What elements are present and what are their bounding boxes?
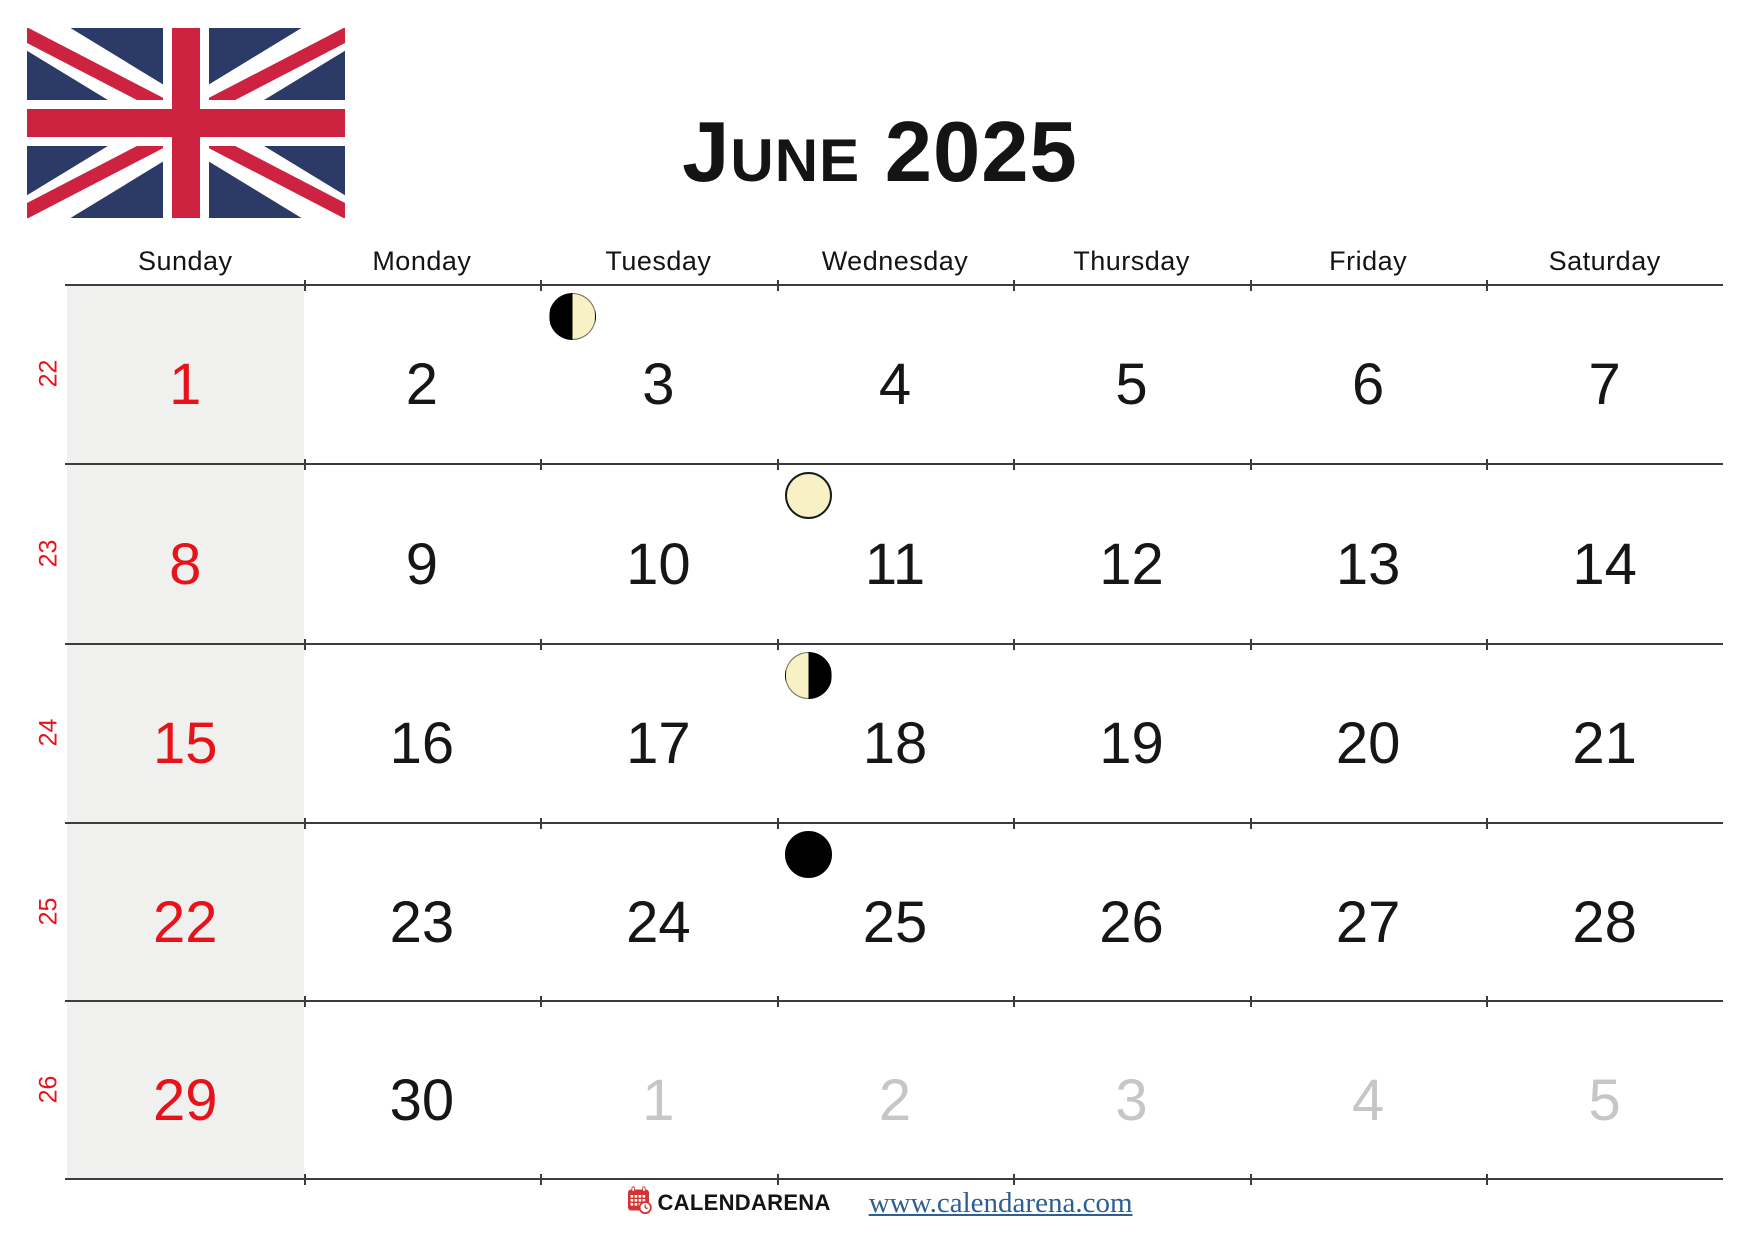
weekday-header-wednesday: Wednesday xyxy=(821,245,969,276)
column-separator-tick xyxy=(1486,280,1488,291)
column-separator-tick xyxy=(540,459,542,470)
day-cell-4: 4 xyxy=(878,352,912,417)
day-cell-2: 2 xyxy=(405,352,438,417)
grid-line xyxy=(65,1178,1723,1180)
day-cell-next-month-5: 5 xyxy=(1588,1067,1621,1133)
column-separator-tick xyxy=(304,280,306,291)
weekday-header-saturday: Saturday xyxy=(1548,245,1661,276)
website-link[interactable]: www.calendarena.com xyxy=(868,1186,1133,1219)
brand-name: CALENDARENA xyxy=(657,1190,831,1215)
day-cell-next-month-1: 1 xyxy=(642,1067,675,1133)
column-separator-tick xyxy=(1486,459,1488,470)
grid-line xyxy=(65,643,1723,645)
week-number-22: 22 xyxy=(34,359,63,388)
column-separator-tick xyxy=(304,639,306,650)
column-separator-tick xyxy=(1250,639,1252,650)
column-separator-tick xyxy=(540,280,542,291)
day-cell-21: 21 xyxy=(1572,711,1637,776)
day-cell-17: 17 xyxy=(626,711,691,776)
column-separator-tick xyxy=(777,280,779,291)
column-separator-tick xyxy=(1486,1174,1488,1185)
column-separator-tick xyxy=(1013,280,1015,291)
day-cell-28: 28 xyxy=(1572,889,1637,955)
grid-line xyxy=(65,1000,1723,1002)
day-cell-22: 22 xyxy=(153,889,218,955)
column-separator-tick xyxy=(1013,818,1015,829)
column-separator-tick xyxy=(1250,818,1252,829)
header-underline xyxy=(65,284,1723,286)
column-separator-tick xyxy=(777,818,779,829)
day-cell-next-month-2: 2 xyxy=(878,1067,912,1133)
day-cell-24: 24 xyxy=(626,889,691,955)
day-cell-5: 5 xyxy=(1115,352,1148,417)
day-cell-27: 27 xyxy=(1335,889,1401,955)
column-separator-tick xyxy=(1250,996,1252,1007)
column-separator-tick xyxy=(540,639,542,650)
day-cell-29: 29 xyxy=(153,1067,218,1133)
column-separator-tick xyxy=(1013,996,1015,1007)
day-cell-16: 16 xyxy=(389,711,455,776)
day-cell-30: 30 xyxy=(389,1067,455,1133)
day-cell-26: 26 xyxy=(1099,889,1164,955)
day-cell-6: 6 xyxy=(1351,352,1385,417)
moon-phase-full-icon xyxy=(785,472,832,519)
column-separator-tick xyxy=(1250,280,1252,291)
footer xyxy=(0,1186,1754,1220)
column-separator-tick xyxy=(1486,996,1488,1007)
column-separator-tick xyxy=(1486,818,1488,829)
grid-line xyxy=(65,463,1723,465)
day-cell-next-month-4: 4 xyxy=(1351,1067,1385,1133)
column-separator-tick xyxy=(777,639,779,650)
column-separator-tick xyxy=(1250,1174,1252,1185)
day-cell-25: 25 xyxy=(862,889,928,955)
column-separator-tick xyxy=(540,818,542,829)
day-cell-13: 13 xyxy=(1335,531,1401,597)
weekday-header-monday: Monday xyxy=(372,245,472,276)
moon-phase-new-icon xyxy=(785,831,832,878)
day-cell-10: 10 xyxy=(626,531,691,597)
day-cell-12: 12 xyxy=(1099,531,1164,597)
day-cell-7: 7 xyxy=(1588,352,1621,417)
column-separator-tick xyxy=(1013,459,1015,470)
grid-line xyxy=(65,822,1723,824)
column-separator-tick xyxy=(304,1174,306,1185)
week-number-25: 25 xyxy=(34,897,63,925)
day-cell-19: 19 xyxy=(1099,711,1164,776)
day-cell-15: 15 xyxy=(153,711,218,776)
column-separator-tick xyxy=(777,459,779,470)
day-cell-3: 3 xyxy=(642,352,675,417)
column-separator-tick xyxy=(304,996,306,1007)
column-separator-tick xyxy=(777,1174,779,1185)
day-cell-14: 14 xyxy=(1572,531,1637,597)
day-cell-20: 20 xyxy=(1335,711,1401,776)
column-separator-tick xyxy=(540,996,542,1007)
week-number-24: 24 xyxy=(34,718,63,747)
week-number-26: 26 xyxy=(34,1075,63,1103)
weekday-header-tuesday: Tuesday xyxy=(605,245,712,276)
day-cell-8: 8 xyxy=(169,531,202,597)
column-separator-tick xyxy=(1013,1174,1015,1185)
column-separator-tick xyxy=(540,1174,542,1185)
page-title: June 2025 xyxy=(682,105,1078,200)
moon-phase-last-quarter-icon xyxy=(785,652,832,699)
day-cell-next-month-3: 3 xyxy=(1115,1067,1148,1133)
weekday-header-thursday: Thursday xyxy=(1073,245,1190,276)
calendar-clock-icon xyxy=(627,1186,652,1220)
weekday-header-sunday: Sunday xyxy=(137,245,233,276)
column-separator-tick xyxy=(304,818,306,829)
brand-logo xyxy=(627,1186,830,1220)
day-cell-9: 9 xyxy=(405,531,438,597)
column-separator-tick xyxy=(1013,639,1015,650)
column-separator-tick xyxy=(1250,459,1252,470)
column-separator-tick xyxy=(304,459,306,470)
column-separator-tick xyxy=(1486,639,1488,650)
moon-phase-first-quarter-icon xyxy=(549,293,596,340)
week-number-23: 23 xyxy=(34,539,63,567)
day-cell-11: 11 xyxy=(864,531,926,597)
column-separator-tick xyxy=(777,996,779,1007)
day-cell-18: 18 xyxy=(862,711,928,776)
day-cell-23: 23 xyxy=(389,889,455,955)
weekday-header-friday: Friday xyxy=(1329,245,1408,276)
day-cell-1: 1 xyxy=(169,352,202,417)
